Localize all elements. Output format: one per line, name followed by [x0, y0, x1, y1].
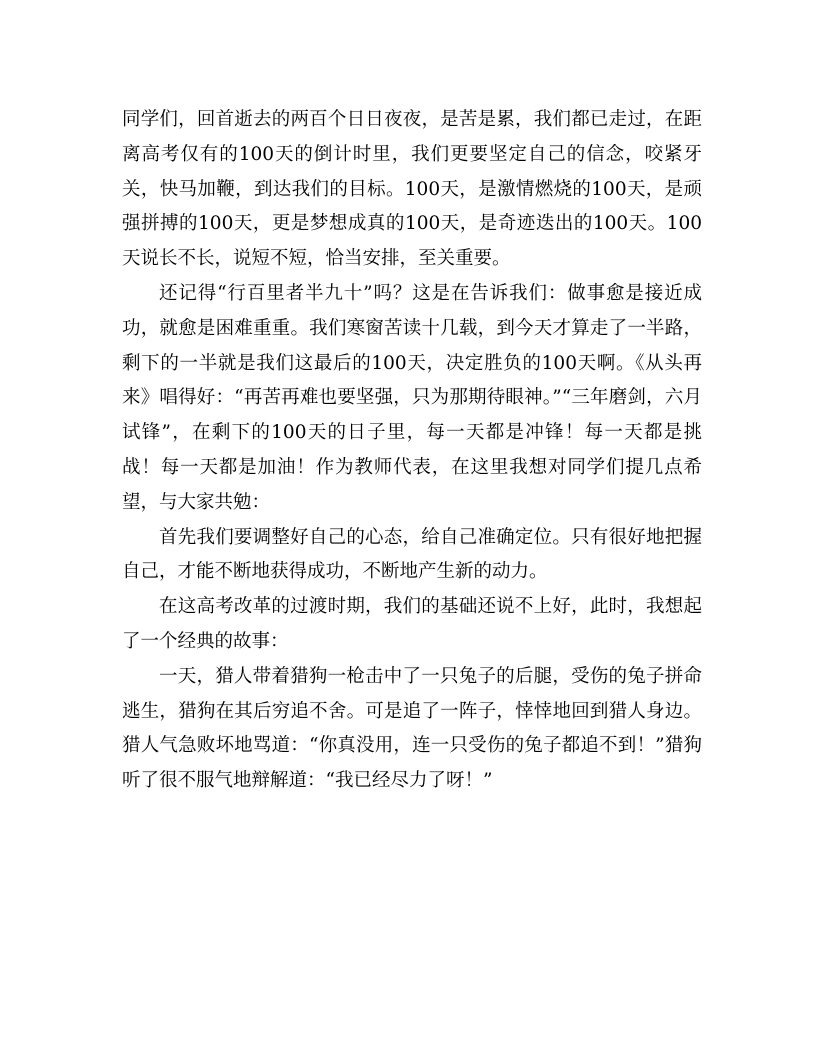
paragraph-story-intro: 在这高考改革的过渡时期，我们的基础还说不上好，此时，我想起了一个经典的故事：	[122, 596, 702, 652]
paragraph-mindset: 首先我们要调整好自己的心态，给自己准确定位。只有很好地把握自己，才能不断地获得成功，不断地产生新的动力。	[122, 526, 702, 583]
body-text	[122, 103, 702, 799]
paragraph-halfway: 还记得“行百里者半九十”吗？这是在告诉我们：做事愈是接近成功，就愈是困难重重。我们寒窗苦读十几载，到今天才算走了一半路，剩下的一半就是我们这最后的100天，决定胜负的100天啊。《从头再来》唱得好：“再苦再难也要坚强，只为那期待眼神。”“三年磨剑，六月试锋”，在剩下的100天的日子里，每一天都是冲锋！每一天都是挑战！每一天都是加油！作为教师代表，在这里我想对同学们提几点希望，与大家共勉：	[122, 282, 702, 513]
paragraph-hunter-story: 一天，猎人带着猎狗一枪击中了一只兔子的后腿，受伤的兔子拼命逃生，猎狗在其后穷追不舍。可是追了一阵子，悻悻地回到猎人身边。猎人气急败坏地骂道：“你真没用，连一只受伤的兔子都追不到！”猎狗听了很不服气地辩解道：“我已经尽力了呀！”	[122, 665, 702, 792]
paragraph-countdown: 同学们，回首逝去的两百个日日夜夜，是苦是累，我们都已走过，在距离高考仅有的100天的倒计时里，我们更要坚定自己的信念，咬紧牙关，快马加鞭，到达我们的目标。100天，是激情燃烧的100天，是顽强拼搏的100天，更是梦想成真的100天，是奇迹迭出的100天。100天说长不长，说短不短，恰当安排，至关重要。	[122, 109, 702, 270]
